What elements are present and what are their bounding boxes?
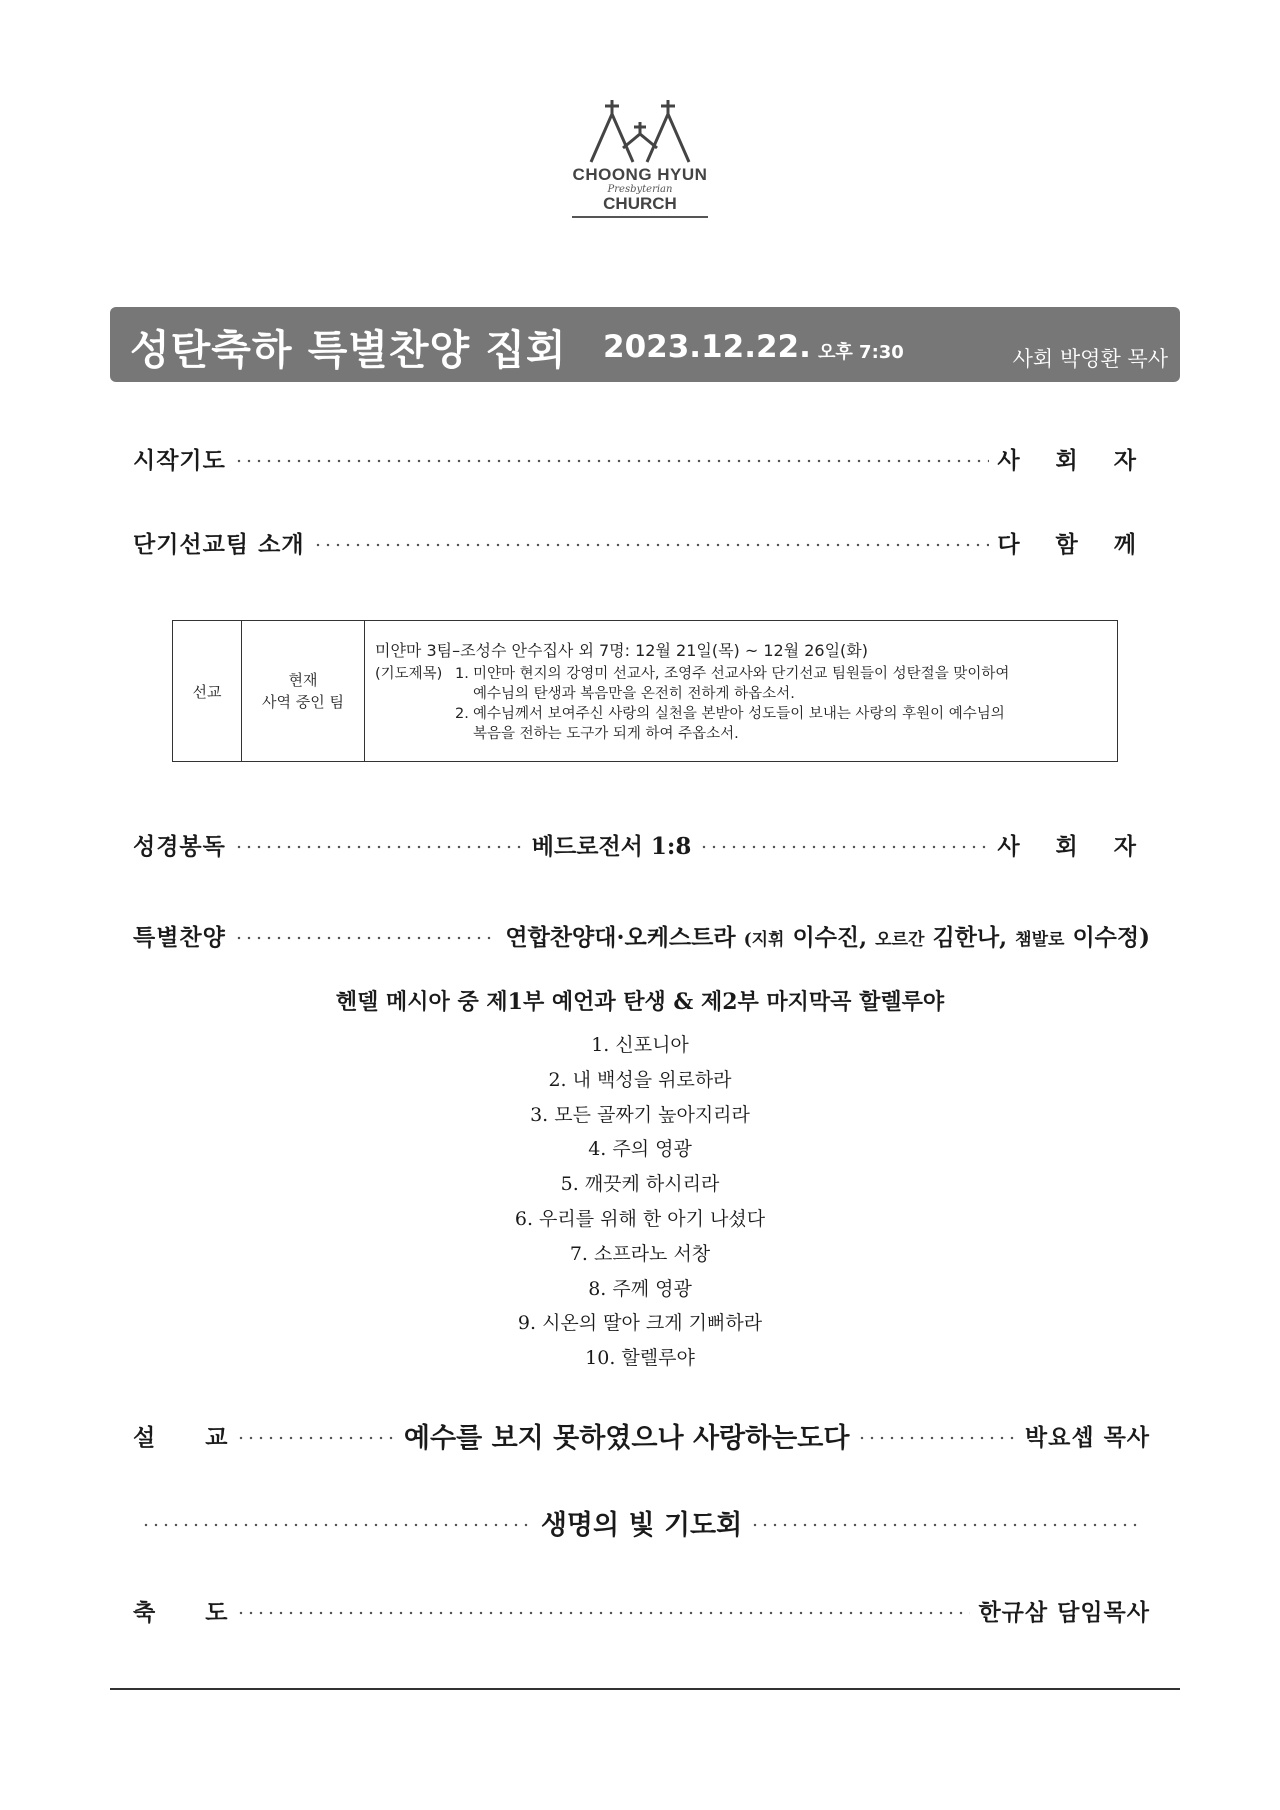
list-item: 4. 주의 영광: [588, 1138, 692, 1161]
dot-leader: [236, 1436, 395, 1440]
list-item: 2. 내 백성을 위로하라: [548, 1068, 732, 1091]
status-line2: 사역 중인 팀: [262, 693, 344, 711]
page-title: 성탄축하 특별찬양 집회: [130, 326, 567, 374]
prayer-text: [473, 704, 1107, 744]
dot-leader: [313, 543, 990, 547]
dot-leader: [750, 1523, 1142, 1527]
prayer-meeting-title: 생명의 빛 기도회: [540, 1509, 743, 1541]
prayer-text-line: 복음을 전하는 도구가 되게 하여 주옵소서.: [473, 726, 739, 742]
list-item: 8. 주께 영광: [588, 1277, 692, 1300]
table-cell-category: 선교: [173, 621, 242, 762]
order-label: 단기선교팀 소개: [133, 530, 305, 558]
order-opening-prayer: [133, 438, 1150, 478]
prayer-text-line: 미얀마 현지의 강영미 선교사, 조영주 선교사와 단기선교 팀원들이 성탄절을 맞이하여: [473, 666, 1010, 682]
logo-underline: [572, 216, 708, 218]
prayer-text: [473, 664, 1107, 704]
order-prayer-meeting: [133, 1502, 1150, 1542]
organist-name: 김한나,: [932, 923, 1008, 951]
list-item: 10. 할렐루야: [585, 1347, 695, 1370]
footer-divider: [110, 1688, 1180, 1690]
prayer-item-1: [375, 664, 1107, 704]
program-title: 헨델 메시아 중 제1부 예언과 탄생 & 제2부 마지막곡 할렐루야: [335, 989, 945, 1015]
event-date: 2023.12.22.: [603, 329, 811, 365]
order-scripture: [133, 824, 1150, 864]
dot-leader: [857, 1436, 1016, 1440]
title-bar: [110, 307, 1180, 382]
order-mission-intro: [133, 522, 1150, 562]
order-label: 설 교: [133, 1423, 229, 1451]
church-spires-icon: [585, 98, 695, 164]
list-item: 1. 신포니아: [591, 1034, 689, 1056]
order-leader: 다 함 께: [997, 530, 1150, 558]
dot-leader: [699, 845, 989, 849]
performers: [505, 919, 1150, 952]
cembalist-name: 이수정): [1072, 923, 1150, 951]
logo-text-line2: Presbyterian: [607, 184, 673, 195]
prayer-text-line: 예수님께서 보여주신 사랑의 실천을 본받아 성도들이 보내는 사랑의 후원이 예수님의: [473, 706, 1005, 722]
role-cembalo: 챔발로: [1015, 929, 1065, 950]
dot-leader: [234, 459, 989, 463]
mission-team-table: [172, 620, 1118, 762]
performer-group: 연합찬양대·오케스트라: [505, 923, 736, 951]
list-item: 6. 우리를 위해 한 아기 나셨다: [514, 1207, 766, 1230]
order-label: 특별찬양: [133, 923, 226, 951]
dot-leader: [236, 1611, 970, 1615]
role-conductor: (지휘: [743, 929, 785, 950]
event-time: 오후 7:30: [818, 342, 904, 363]
order-label: 시작기도: [133, 446, 226, 474]
order-leader: 사 회 자: [997, 446, 1150, 474]
team-line: 미얀마 3팀–조성수 안수집사 외 7명: 12월 21일(목) ~ 12월 26일(화): [375, 641, 869, 660]
dot-leader: [141, 1523, 533, 1527]
program-list: [0, 1028, 1280, 1376]
status-line1: 현재: [288, 671, 318, 689]
order-label: 성경봉독: [133, 832, 226, 860]
scripture-reference: 베드로전서 1:8: [531, 832, 692, 860]
list-item: 7. 소프라노 서창: [569, 1242, 711, 1265]
preacher: 박요셉 목사: [1024, 1423, 1151, 1451]
order-benediction: [133, 1590, 1150, 1630]
dot-leader: [234, 845, 524, 849]
list-item: 9. 시온의 딸아 크게 기뻐하라: [517, 1312, 763, 1335]
conductor-name: 이수진,: [792, 923, 868, 951]
order-special-music: [133, 915, 1150, 955]
prayer-number: 2.: [455, 706, 469, 722]
church-logo: [560, 98, 720, 238]
event-host: 사회 박영환 목사: [1012, 347, 1168, 371]
prayer-text-line: 예수님의 탄생과 복음만을 온전히 전하게 하옵소서.: [473, 686, 795, 702]
prayer-number: 1.: [455, 666, 469, 682]
list-item: 5. 깨끗케 하시리라: [560, 1173, 720, 1196]
table-cell-details: [365, 621, 1118, 762]
order-label: 축 도: [133, 1598, 229, 1626]
table-cell-status: [242, 621, 365, 762]
sermon-title: 예수를 보지 못하였으나 사랑하는도다: [403, 1422, 850, 1454]
order-sermon: [133, 1415, 1150, 1455]
prayer-tag: (기도제목): [375, 666, 443, 682]
dot-leader: [234, 936, 498, 940]
list-item: 3. 모든 골짜기 높아지리라: [530, 1103, 750, 1126]
order-leader: 한규삼 담임목사: [978, 1598, 1150, 1626]
order-leader: 사 회 자: [997, 832, 1150, 860]
role-organ: 오르간: [875, 929, 925, 950]
prayer-item-2: [375, 704, 1107, 744]
logo-text-line1: CHOONG HYUN: [572, 165, 708, 184]
logo-text-line3: CHURCH: [603, 194, 677, 213]
